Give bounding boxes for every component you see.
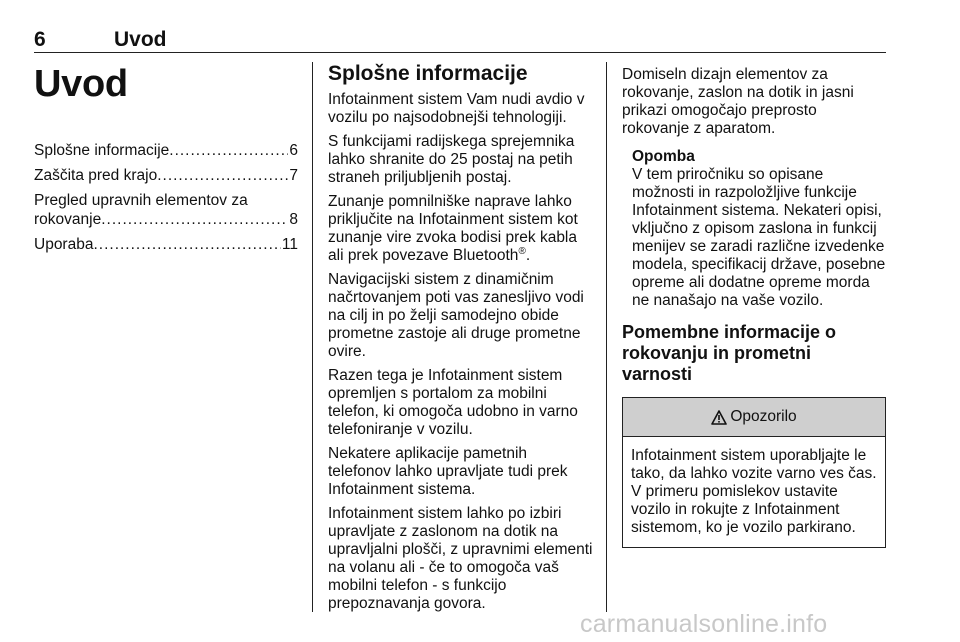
body-paragraph: Domiseln dizajn elementov za rokovanje, zaslon na dotik in jasni prikazi omogočajo preprosto rokovanje z aparatom. bbox=[622, 66, 854, 137]
note-title: Opomba bbox=[632, 148, 695, 165]
toc-entry[interactable] bbox=[34, 166, 298, 185]
toc-leader bbox=[157, 166, 288, 185]
toc-entry-page: 8 bbox=[289, 211, 298, 228]
toc-entry[interactable] bbox=[34, 191, 298, 229]
toc-entry-label: Zaščita pred krajo bbox=[34, 167, 158, 184]
body-paragraph: Zunanje pomnilniške naprave lahko priključite na Infotainment sistem kot zunanje vire zvoka bodisi prek kabla ali prek povezave Bluetooth®. bbox=[328, 193, 578, 264]
toc-leader bbox=[93, 235, 280, 254]
body-paragraph: Navigacijski sistem z dinamičnim načrtovanjem poti vas zanesljivo vodi na cilj in po želji samodejno obide prometne zastoje ali druge prometne ovire. bbox=[328, 271, 584, 360]
usage-column bbox=[622, 62, 886, 548]
body-paragraph: Razen tega je Infotainment sistem opremljen s portalom za mobilni telefon, ki omogoča udobno in varno telefoniranje v vozilu. bbox=[328, 367, 578, 438]
warning-text: Infotainment sistem uporabljajte le tako, da lahko vozite varno ves čas. V primeru pomislekov ustavite vozilo in rokujte z Infotainment sistemom, ko je vozilo parkirano. bbox=[631, 447, 877, 536]
toc-entry-label: Uporaba bbox=[34, 236, 94, 253]
note-block bbox=[622, 148, 886, 310]
body-paragraph: Infotainment sistem lahko po izbiri upravljate z zaslonom na dotik na upravljalni plošči, z upravnimi elementi na volanu ali - če to omogoča vaš mobilni telefon - s funkcijo prepoznavanja govora. bbox=[328, 505, 593, 612]
page-header bbox=[34, 28, 886, 52]
column-divider-right bbox=[606, 62, 607, 612]
warning-header bbox=[623, 398, 885, 437]
toc-entry-label: rokovanje bbox=[34, 211, 102, 228]
note-text: V tem priročniku so opisane možnosti in razpoložljive funkcije Infotainment sistema. Nekateri opisi, vključno z opisom zaslona in funkcij menijev se zaradi različne izvedenke modela, specifikacij države, posebne opreme ali dodatne opreme morda ne nanašajo na vaše vozilo. bbox=[632, 166, 886, 309]
header-rule bbox=[34, 52, 886, 53]
toc-leader bbox=[169, 141, 288, 160]
toc-leader bbox=[101, 210, 288, 229]
warning-box bbox=[622, 397, 886, 548]
registered-mark: ® bbox=[518, 245, 526, 257]
toc-column bbox=[34, 62, 298, 260]
warning-body bbox=[623, 437, 885, 547]
table-of-contents bbox=[34, 141, 298, 254]
general-info-column bbox=[328, 62, 594, 619]
body-paragraph: Nekatere aplikacije pametnih telefonov lahko upravljate tudi prek Infotainment sistema. bbox=[328, 445, 568, 498]
warning-title: Opozorilo bbox=[730, 408, 797, 425]
toc-entry-label: Splošne informacije bbox=[34, 142, 170, 159]
toc-entry-page: 7 bbox=[289, 167, 298, 184]
body-paragraph: Infotainment sistem Vam nudi avdio v vozilu po najsodobnejši tehnologiji. bbox=[328, 91, 585, 126]
watermark: carmanualsonline.info bbox=[580, 610, 828, 638]
toc-entry[interactable] bbox=[34, 141, 298, 160]
running-title: Uvod bbox=[114, 28, 167, 51]
chapter-title: Uvod bbox=[34, 63, 128, 105]
column-divider-left bbox=[312, 62, 313, 612]
toc-entry[interactable] bbox=[34, 235, 298, 254]
warning-triangle-icon bbox=[711, 410, 727, 425]
toc-entry-label: Pregled upravnih elementov za bbox=[34, 192, 248, 209]
subheading: Pomembne informacije o rokovanju in prometni varnosti bbox=[622, 322, 837, 384]
section-heading: Splošne informacije bbox=[328, 62, 528, 85]
page-number: 6 bbox=[34, 28, 46, 51]
toc-entry-page: 11 bbox=[281, 236, 298, 253]
toc-entry-page: 6 bbox=[289, 142, 298, 159]
body-paragraph: S funkcijami radijskega sprejemnika lahko shranite do 25 postaj na petih straneh priljubljenih postaj. bbox=[328, 133, 575, 186]
